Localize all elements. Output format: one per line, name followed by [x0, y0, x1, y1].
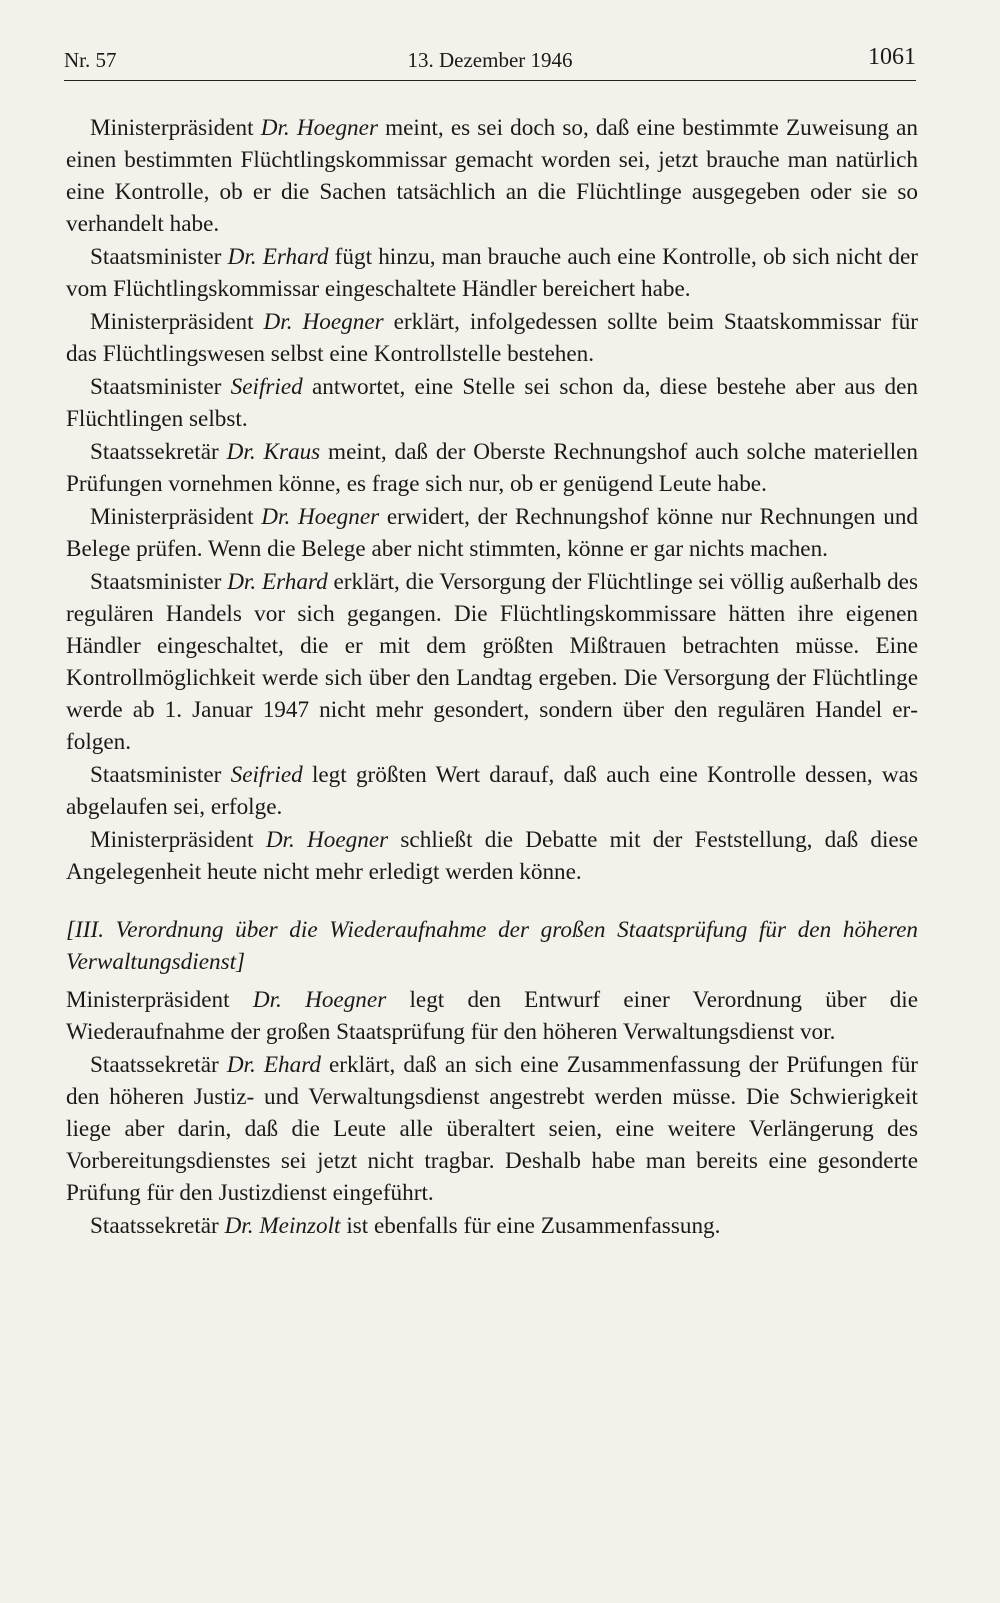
speaker-title: Dr. [226, 439, 256, 465]
speaker-title: Dr. [260, 115, 290, 141]
speaker-paragraph [66, 824, 918, 888]
statement-text: legt den Entwurf einer Verordnung über die Wiederaufnahme der großen Staatsprüfung für den höheren Verwaltungsdienst vor. [66, 987, 919, 1045]
statement-text: ist ebenfalls für eine Zusammenfassung. [340, 1213, 721, 1239]
protocol-block-2 [66, 984, 918, 1242]
speaker-name: Hoegner [298, 504, 380, 530]
speaker-role: Staatssekretär [90, 1213, 219, 1239]
speaker-paragraph [66, 759, 918, 823]
speaker-name: Kraus [263, 439, 321, 465]
speaker-role: Staatsminister [90, 762, 222, 788]
speaker-title: Dr. [227, 569, 257, 595]
speaker-role: Staatsminister [90, 244, 222, 270]
header-rule [64, 80, 916, 81]
speaker-role: Ministerpräsident [90, 309, 254, 335]
header-date: 13. Dezember 1946 [407, 48, 573, 72]
issue-number: Nr. 57 [64, 48, 117, 72]
speaker-name: Erhard [262, 244, 329, 270]
speaker-name: Seifried [230, 762, 303, 788]
statement-text: antwortet, eine Stelle sei schon da, diese bestehe aber aus den Flüchtlingen selbst. [66, 374, 918, 432]
speaker-role: Staatssekretär [90, 439, 219, 465]
speaker-role: Staatssekretär [90, 1052, 219, 1078]
statement-text: erklärt, infolgedessen sollte beim Staatskommissar für das Flüchtlingswesen selbst eine Kontrollstelle bestehen. [66, 309, 919, 367]
statement-text: erklärt, daß an sich eine Zusammenfassung der Prüfungen für den höheren Justiz- und Verwaltungsdienst angestrebt werden müsse. Die Schwierigkeit liege aber darin, daß die Leute alle überaltert seien, eine weitere Verlängerung des Vorbereitungsdienstes sei jetzt nicht tragbar. Deshalb habe man bereits eine gesonderte Prüfung für den Justizdienst eingeführt. [66, 1052, 919, 1206]
statement-text: fügt hinzu, man brauche auch eine Kontrolle, ob sich nicht der vom Flüchtlingskommissar eingeschaltete Händler bereichert habe. [66, 244, 919, 302]
speaker-name: Erhard [261, 569, 328, 595]
statement-text: schließt die Debatte mit der Feststellung, daß diese Angelegenheit heute nicht mehr erledigt werden könne. [66, 827, 919, 885]
speaker-paragraph [66, 1049, 918, 1209]
statement-text: erwidert, der Rechnungshof könne nur Rechnungen und Belege prüfen. Wenn die Belege aber nicht stimmten, könne er gar nichts machen. [66, 504, 919, 562]
speaker-role: Staatsminister [90, 374, 222, 400]
speaker-title: Dr. [226, 1052, 256, 1078]
speaker-paragraph [66, 566, 918, 758]
speaker-title: Dr. [252, 987, 282, 1013]
speaker-paragraph [66, 1210, 918, 1242]
speaker-paragraph [66, 501, 918, 565]
speaker-paragraph [66, 436, 918, 500]
statement-text: meint, es sei doch so, daß eine bestimmte Zuweisung an einen bestimmten Flüchtlingskommissar gemacht worden sei, jetzt brauche man natürlich eine Kontrolle, ob er die Sachen tatsächlich an die Flüchtlinge ausgegeben oder sie so verhandelt habe. [66, 115, 918, 237]
speaker-name: Hoegner [307, 827, 389, 853]
speaker-name: Ehard [263, 1052, 321, 1078]
page-number: 1061 [868, 44, 916, 70]
statement-text: legt größten Wert darauf, daß auch eine Kontrolle dessen, was abgelaufen sei, erfolge. [66, 762, 918, 820]
protocol-block-1 [66, 112, 918, 888]
speaker-name: Hoegner [302, 309, 384, 335]
speaker-role: Ministerpräsident [90, 115, 254, 141]
speaker-name: Meinzolt [259, 1213, 341, 1239]
statement-text: meint, daß der Oberste Rechnungshof auch solche materiellen Prüfungen vornehmen könne, es frage sich nur, ob er genügend Leute habe. [66, 439, 919, 497]
document-body [66, 112, 918, 1242]
speaker-paragraph [66, 241, 918, 305]
speaker-paragraph [66, 984, 918, 1048]
speaker-paragraph [66, 371, 918, 435]
speaker-paragraph [66, 306, 918, 370]
speaker-role: Staatsminister [90, 569, 222, 595]
section-title: [III. Verordnung über die Wiederaufnahme der großen Staatsprüfung für den höheren Verwaltungsdienst] [66, 917, 918, 975]
speaker-name: Hoegner [305, 987, 387, 1013]
speaker-name: Hoegner [296, 115, 378, 141]
speaker-paragraph [66, 112, 918, 240]
speaker-name: Seifried [230, 374, 303, 400]
speaker-title: Dr. [224, 1213, 254, 1239]
speaker-role: Ministerpräsident [90, 827, 254, 853]
speaker-title: Dr. [261, 504, 291, 530]
page-header [64, 44, 916, 84]
statement-text: erklärt, die Versorgung der Flüchtlinge sei völlig außerhalb des regulären Handels vor sich gegangen. Die Flüchtlingskommissare hätten ihre eigenen Händler eingeschaltet, die er mit dem größten Mißtrauen betrachten müsse. Eine Kontrollmöglichkeit werde sich über den Landtag ergeben. Die Versorgung der Flüchtlinge werde ab 1. Januar 1947 nicht mehr gesondert, sondern über den regulären Handel erfolgen. [66, 569, 918, 755]
speaker-title: Dr. [263, 309, 293, 335]
speaker-title: Dr. [227, 244, 257, 270]
speaker-role: Ministerpräsident [90, 504, 254, 530]
speaker-title: Dr. [265, 827, 295, 853]
speaker-role: Ministerpräsident [66, 987, 230, 1013]
